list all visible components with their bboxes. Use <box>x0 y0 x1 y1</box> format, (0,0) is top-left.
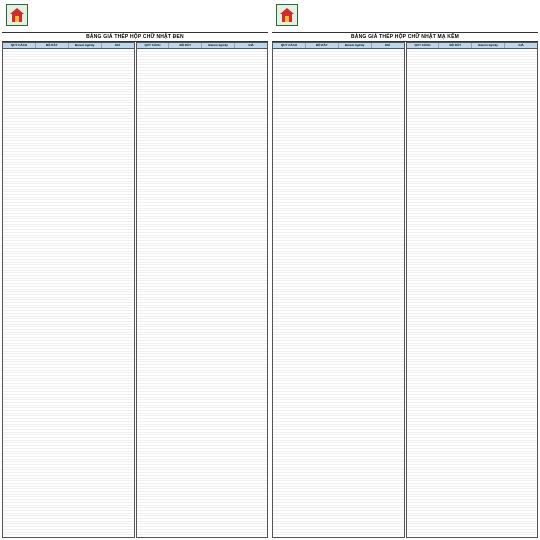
left-header-lines <box>28 2 268 4</box>
col-header: QUY CÁCH <box>407 43 440 48</box>
company-logo <box>6 4 28 26</box>
col-header: ĐỘ DÀY <box>306 43 339 48</box>
right-header-lines <box>298 2 538 4</box>
right-header <box>272 2 538 32</box>
right-table <box>272 42 538 538</box>
col-header: QUY CÁCH <box>137 43 170 48</box>
col-header: Barem kg/cây <box>472 43 505 48</box>
col-header: ĐỘ DÀY <box>36 43 69 48</box>
left-table <box>2 42 268 538</box>
left-header <box>2 2 268 32</box>
col-header: GIÁ <box>248 43 254 47</box>
left-sheet <box>2 2 268 538</box>
col-header: Barem kg/cây <box>69 43 102 48</box>
left-table-body-2 <box>137 49 268 537</box>
col-header: GIÁ <box>384 43 391 47</box>
left-table-body-1 <box>3 49 134 537</box>
col-header: ĐỘ DÀY <box>169 43 202 48</box>
left-table-block-1 <box>2 42 135 538</box>
col-header: QUY CÁCH <box>3 43 36 48</box>
right-sheet-title: BẢNG GIÁ THÉP HỘP CHỮ NHẬT MẠ KẼM <box>272 32 538 42</box>
right-table-body-1 <box>273 49 404 537</box>
left-sheet-title: BẢNG GIÁ THÉP HỘP CHỮ NHẬT ĐEN <box>2 32 268 42</box>
col-header: ĐỘ DÀY <box>439 43 472 48</box>
right-table-block-2 <box>406 42 539 538</box>
house-logo-icon <box>8 6 26 24</box>
col-header: Barem kg/cây <box>339 43 372 48</box>
col-header: GIÁ <box>518 43 524 47</box>
right-table-body-2 <box>407 49 538 537</box>
house-logo-icon <box>278 6 296 24</box>
col-header: QUY CÁCH <box>273 43 306 48</box>
col-header: Barem kg/cây <box>202 43 235 48</box>
left-table-block-2 <box>136 42 269 538</box>
right-table-block-1 <box>272 42 405 538</box>
col-header: GIÁ <box>114 43 121 47</box>
right-sheet <box>272 2 538 538</box>
company-logo <box>276 4 298 26</box>
